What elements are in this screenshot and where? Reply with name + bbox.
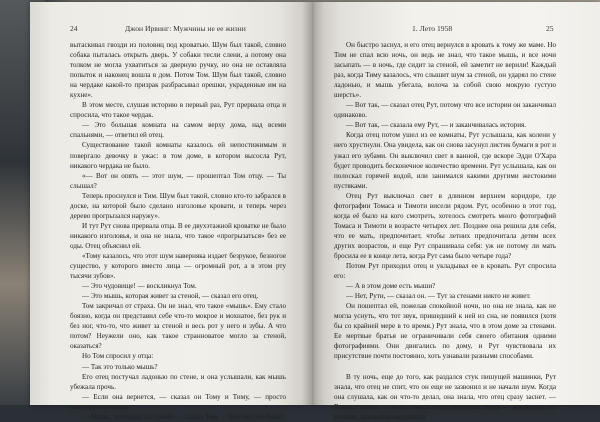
paragraph: «— Вот он опять — этот шум, — прошептал Том отцу. — Ты слышал? [70,171,286,190]
paragraph: Существование такой комнаты казалось ей непостижимым и повергало девочку в ужас: в том доме, в котором высосла Рут, никакого чердака не было. [70,141,286,170]
paragraph: Том закричал от страха. Он не знал, что такое «мышь». Ему стало боязно, когда он представил себе что-то мокрое и мохнатое, без рук и без ног, что-то, что живет за стеной и весь рот у него и зубы. А что потом? Неужели оно, как такое странноватое могло за стеной, оказаться? [70,302,286,351]
paragraph: Отец Рут выключал свет в длинном верхнем коридоре, где фотографии Томаса и Тимоти висели рядом. Рут, особенно в этот год, когда её было на кого смотреть, хотелось смотреть много фотографий Томаса и Тимоти в возрасте четырех лет. Позднее она решила для себя, что ее мать, предпочитает, чтобы летних предпочитала детям всех других возрастов, и еще Рут спрашивала себя: уж не потому ли мать бросила ее в конце лета, когда Рут сама было четыре года? [334,191,556,260]
paragraph: И тут Рут снова прервала отца. В ее двухэтажной кроватке не было никакого изголовья, и она не знала, что такое «прогрызаться» без ее оды. Отец объяснил ей. [70,221,286,250]
paragraph: — Мышь, живущая за стеной! — сказал Том. — Вот что это было! [82,412,284,421]
left-running-head: Джон Ирвинг: Мужчины не ее жизни [125,24,246,33]
paragraph: — Это чудовище! — воскликнул Том. [82,282,197,291]
paragraph: Он пошептал ей, пожелав спокойной ночи, но она не знала, как не могла уснуть, что тот звук, пришедший к ней из сна, не появился (хотя бы со крайней мере в то время.) Рут знала, что в этом доме за стенами. Ее мертвые братья не ограничивали себя своего обитания одними фотографиями. Они двигались по дому, и Рут чувствовала их присутствие почти постоянно, хоть узнавали разными способами. [334,302,556,361]
paragraph: В этом месте, слушая историю в первый раз, Рут прервала отца и спросила, что такое чердак. [70,101,286,120]
paragraph: Потом Рут приходил отец и укладывал ее в кровать. Рут спросила его: [334,262,556,281]
paragraph: — Если она вернется, — сказал он Тому и Тиму, — просто постучите по стене. [70,392,286,411]
left-page-text [70,40,286,422]
paragraph: В ту ночь, еще до того, как раздался стук пишущей машинки, Рут знала, что отец не спит, что он еще не зазвонил и не начали шум. Когда она слушала, как он что-то делал, она знала, что отец сразу заснет. — Воткал, ждите — и она начала отец засмеялся: жжик — жжикнула его молния, заполнили шпилянцы. [334,372,556,421]
left-page-number: 24 [70,24,78,33]
open-book [30,2,600,421]
paragraph: — Нет, Рути, — сказал он. — Тут за стенами никто не живет. [346,292,531,301]
paragraph: Когда отец потом ушел из ее комнаты, Рут услышала, как колени у него хрустнули. Она увидела, как он снова засунул листик бумаги в рот и ужал его зубами. Он выключил свет в ванной, где вскоре Эдди О'Хара будет проводить бесконечное количество времени. Рут услышала, как он полоскал горячей водой, или занимался какими другими жестокими пустяками. [334,131,556,190]
paragraph: Он быстро заснул, и его отец вернулся в кровать к тому же маме. Но Тим не спал всю ночь, он ведь не знал, что такое мышь, и все ночи засыпать — в ночь, где сидит за стеной, ей заметит не верили! Каждый раз, когда Тиму казалось, что слышит шум за стеной, он ударял по стене ладонью, и мышь убегала, волоча за собой свою мокрую густую шерсть». [334,41,556,100]
left-page [30,2,312,421]
right-running-head: 1. Лето 1958 [412,24,453,33]
paragraph: — А в этом доме есть мыши? [346,282,436,291]
paragraph: — Вот так, — сказал отец Рут, потому что все истории он заканчивал одинаково. [334,101,556,120]
right-page [312,2,600,421]
paragraph: — Вот так, — сказала ему Рут, — и заканчивалась история. [346,121,527,130]
paragraph: «Тому казалось, что этот шум наверняка издает безрукое, безногое существо, у которого вместо лица — огромный рот, а в этом рту тысячи зубов». [70,251,286,281]
paragraph: — Так это только мышь? [82,362,158,371]
paragraph: вытаскивал гвозди из половиц под кроватью. Шум был такой, словно собака пыталась открыть дверь. У собаки тесли слени, а потому она толком не могла ухватиться за дверную ручку, но она не оставляла попыток и наконец вошла в дом. Потом Том. Шум был такой, словно на чердаке какой-то призрак разбрасывал орешки, украденные им на кухне». [70,41,286,100]
paragraph: Его отец постучал ладонью по стене, и она услышали, как мышь убежала прочь. [70,372,286,391]
right-page-text [334,40,556,422]
paragraph: Теперь проснулся и Тим. Шум был такой, словно кто-то забрался в доске, на которой было сделано изголовье кровати, и теперь через дерево прогрызался наружу». [70,191,286,220]
paragraph: — Это мышь, которая живет за стеной, — сказал его отец. [82,292,259,301]
paragraph: Но Том спросил у отца: [82,352,154,361]
right-page-number: 25 [546,24,554,33]
paragraph: — Это большая комната на самом верху дома, над всеми спальнями, — ответил ей отец. [70,121,286,140]
